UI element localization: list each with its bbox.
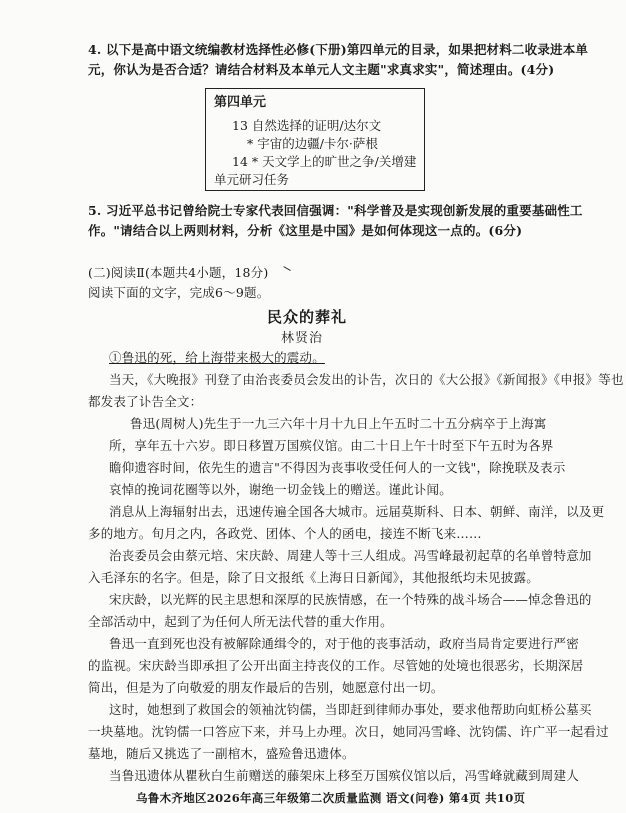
section-instruction: 阅读下面的文字，完成6～9题。 — [88, 285, 270, 300]
toc-item: * 宇宙的边疆/卡尔·萨根 — [247, 136, 378, 151]
article-title: 民众的葬礼 — [267, 308, 348, 326]
q5-line2: 作。"请结合以上两则材料，分析《这里是中国》是如何体现这一点的。(6分) — [88, 223, 523, 238]
toc-box — [205, 88, 425, 191]
q4-line1: 4. 以下是高中语文统编教材选择性必修(下册)第四单元的目录，如果把材料二收录进本单 — [88, 42, 589, 57]
article-line: 消息从上海辐射出去，迅速传遍全国各大城市。远届莫斯科、日本、朝鲜、南洋，以及更 — [109, 504, 605, 519]
article-line: 所，享年五十六岁。即日移置万国殡仪馆。由二十日上午十时至下午五时为各界 — [109, 438, 554, 453]
article-line: 鲁迅一直到死也没有被解除通缉令的，对于他的丧事活动，政府当局肯定要进行严密 — [109, 636, 579, 651]
article-line: 简出，但是为了向敬爱的朋友作最后的告别，她愿意付出一切。 — [88, 680, 444, 695]
article-line: 的监视。宋庆龄当即承担了公开出面主持丧仪的工作。尽管她的处境也很恶劣，长期深居 — [88, 658, 584, 673]
article-line: 一块墓地。沈钧儒一口答应下来，并马上办理。次日，她同冯雪峰、沈钧儒、许广平一起看过 — [88, 724, 609, 739]
toc-item: 单元研习任务 — [214, 172, 290, 187]
article-line: 治丧委员会由蔡元培、宋庆龄、周建人等十三人组成。冯雪峰最初起草的名单曾特意加 — [109, 548, 592, 563]
article-subtitle: ①鲁迅的死，给上海带来极大的震动。 — [109, 350, 325, 365]
article-line: 宋庆龄，以光辉的民主思想和深厚的民族情感，在一个特殊的战斗场合——悼念鲁迅的 — [109, 592, 592, 607]
article-line: 都发表了讣告全文： — [88, 394, 203, 409]
toc-title: 第四单元 — [214, 95, 267, 110]
article-line: 多的地方。旬月之内，各政党、团体、个人的函电，接连不断飞来…… — [88, 526, 482, 541]
section-heading: (二)阅读Ⅱ(本题共4小题，18分) — [88, 265, 269, 280]
article-line: 全部活动中，起到了为任何人所无法代替的重大作用。 — [88, 614, 393, 629]
article-line: 鲁迅(周树人)先生于一九三六年十月十九日上午五时二十五分病卒于上海寓 — [130, 416, 547, 431]
article-line: 当天，《大晚报》刊登了由治丧委员会发出的讣告，次日的《大公报》《新闻报》《申报》等也 — [109, 372, 624, 387]
article-line: 瞻仰遗容时间，依先生的遗言"不得因为丧事收受任何人的一文钱"，除挽联及表示 — [109, 460, 566, 475]
q5-line1: 5. 习近平总书记曾给院士专家代表回信强调："科学普及是实现创新发展的重要基础性工 — [88, 203, 583, 218]
stray-mark — [283, 266, 291, 271]
article-line: 当鲁迅遗体从瞿秋白生前赠送的藤架床上移至万国殡仪馆以后，冯雪峰就藏到周建人 — [109, 768, 579, 783]
article-line: 墓地，随后又挑选了一副棺木，盛殓鲁迅遗体。 — [88, 746, 355, 761]
toc-item: 13 自然选择的证明/达尔文 — [232, 118, 382, 133]
q4-line2: 元，你认为是否合适？请结合材料及本单元人文主题"求真求实"，简述理由。(4分) — [88, 62, 555, 77]
article-line: 哀悼的挽词花圈等以外，谢绝一切金钱上的赠送。谨此讣闻。 — [109, 482, 452, 497]
page-footer: 乌鲁木齐地区2026年高三年级第二次质量监测 语文(问卷) 第4页 共10页 — [136, 791, 526, 805]
article-line: 入毛泽东的名字。但是，除了日文报纸《上海日日新闻》，其他报纸均未见披露。 — [88, 570, 539, 585]
toc-item: 14 * 天文学上的旷世之争/关增建 — [232, 154, 417, 169]
article-author: 林贤治 — [281, 331, 324, 346]
article-line: 这时，她想到了救国会的领袖沈钧儒，当即赶到律师办事处，要求他帮助向虹桥公墓买 — [109, 702, 592, 717]
